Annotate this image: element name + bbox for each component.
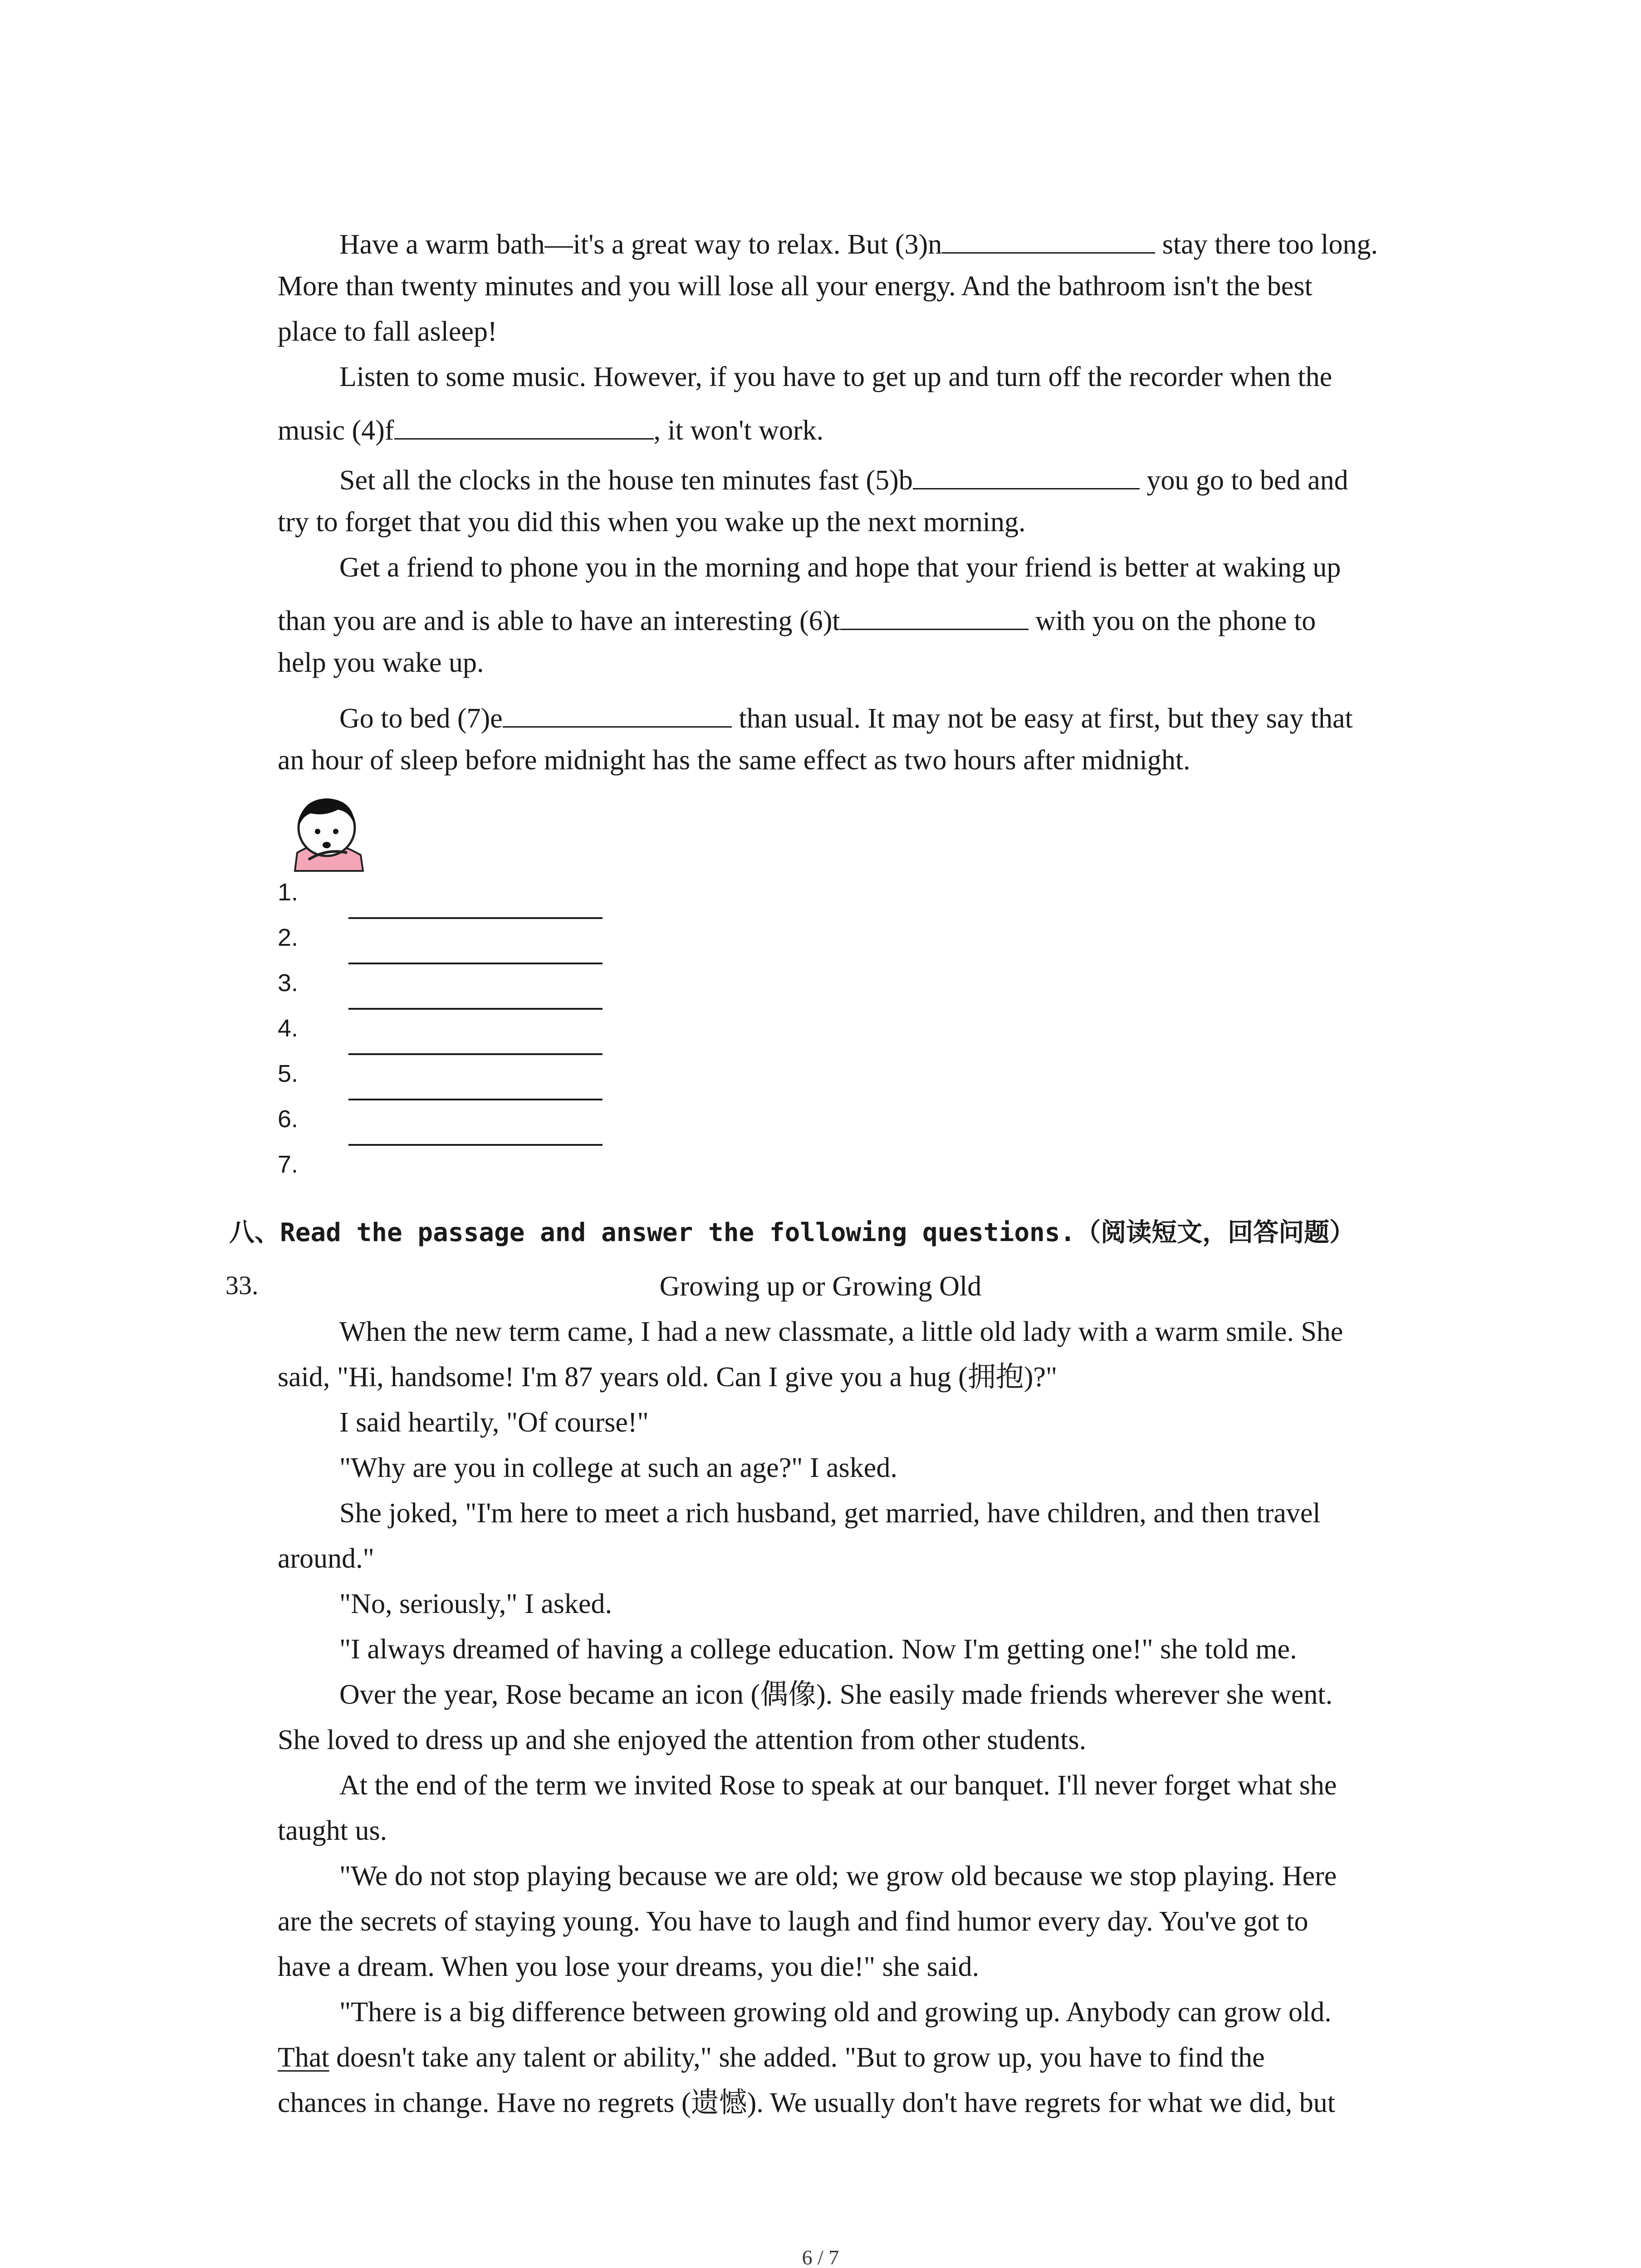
answer-line-2[interactable] xyxy=(348,963,603,964)
passage-line: are the secrets of staying young. You have to laugh and find humor every day. You've got to xyxy=(278,1906,1308,1937)
blank-3[interactable] xyxy=(942,227,1155,254)
text: Set all the clocks in the house ten minutes fast (5)b xyxy=(339,465,913,496)
passage-title: Growing up or Growing Old xyxy=(659,1271,982,1302)
answer-number-7: 7. xyxy=(278,1151,299,1178)
passage-line: When the new term came, I had a new classmate, a little old lady with a warm smile. She xyxy=(339,1316,1343,1347)
answer-number-3: 3. xyxy=(278,969,299,997)
question-number: 33. xyxy=(225,1271,259,1300)
passage-line xyxy=(278,2043,1265,2072)
passage-line xyxy=(278,413,823,445)
cartoon-thinking-girl-image xyxy=(284,792,370,873)
passage-line: Get a friend to phone you in the morning and hope that your friend is better at waking up xyxy=(339,552,1341,583)
answer-line-1[interactable] xyxy=(348,917,603,919)
passage-line: said, "Hi, handsome! I'm 87 years old. Can I give you a hug (拥抱)?" xyxy=(278,1362,1058,1393)
answer-line-5[interactable] xyxy=(348,1099,603,1100)
page-number: 6 / 7 xyxy=(802,2246,839,2268)
passage-line: Over the year, Rose became an icon (偶像). She easily made friends wherever she went. xyxy=(339,1679,1333,1710)
blank-7[interactable] xyxy=(503,701,732,728)
text: than usual. It may not be easy at first, but they say that xyxy=(739,703,1353,734)
answer-line-4[interactable] xyxy=(348,1053,603,1055)
passage-line: "We do not stop playing because we are old; we grow old because we stop playing. Here xyxy=(339,1861,1337,1892)
passage-line: place to fall asleep! xyxy=(278,316,497,347)
passage-line: chances in change. Have no regrets (遗憾). We usually don't have regrets for what we did, but xyxy=(278,2087,1335,2118)
answer-number-5: 5. xyxy=(278,1060,299,1087)
passage-line: Listen to some music. However, if you have to get up and turn off the recorder when the xyxy=(339,362,1332,392)
answer-number-6: 6. xyxy=(278,1105,299,1133)
text: with you on the phone to xyxy=(1035,606,1316,636)
passage-line: More than twenty minutes and you will lose all your energy. And the bathroom isn't the best xyxy=(278,271,1313,302)
text: doesn't take any talent or ability," she added. "But to grow up, you have to find the xyxy=(329,2042,1265,2073)
passage-line xyxy=(339,227,1378,259)
passage-line xyxy=(339,463,1348,494)
answer-number-4: 4. xyxy=(278,1015,299,1042)
underlined-word: That xyxy=(278,2042,329,2073)
passage-line: help you wake up. xyxy=(278,647,484,678)
passage-line: She joked, "I'm here to meet a rich husband, get married, have children, and then travel xyxy=(339,1498,1321,1529)
passage-line: try to forget that you did this when you wake up the next morning. xyxy=(278,507,1026,538)
answer-line-6[interactable] xyxy=(348,1144,603,1146)
passage-line: "I always dreamed of having a college education. Now I'm getting one!" she told me. xyxy=(339,1634,1297,1665)
text: Go to bed (7)e xyxy=(339,703,503,734)
answer-number-1: 1. xyxy=(278,879,299,906)
passage-line: have a dream. When you lose your dreams, you die!" she said. xyxy=(278,1951,980,1982)
passage-line: At the end of the term we invited Rose to speak at our banquet. I'll never forget what she xyxy=(339,1770,1337,1801)
passage-line: "Why are you in college at such an age?" I asked. xyxy=(339,1452,897,1483)
passage-line xyxy=(278,603,1316,635)
passage-line: I said heartily, "Of course!" xyxy=(339,1407,649,1438)
blank-5[interactable] xyxy=(913,463,1140,489)
answer-line-3[interactable] xyxy=(348,1008,603,1010)
answer-number-2: 2. xyxy=(278,924,299,951)
blank-6[interactable] xyxy=(840,603,1029,630)
text: you go to bed and xyxy=(1146,465,1348,496)
text: Have a warm bath—it's a great way to relax. But (3)n xyxy=(339,229,942,260)
passage-line: taught us. xyxy=(278,1815,387,1846)
blank-4[interactable] xyxy=(394,413,654,440)
text: stay there too long. xyxy=(1162,229,1378,260)
passage-line xyxy=(339,701,1353,733)
text: music (4)f xyxy=(278,415,394,446)
passage-line: an hour of sleep before midnight has the same effect as two hours after midnight. xyxy=(278,745,1190,776)
passage-line: She loved to dress up and she enjoyed the attention from other students. xyxy=(278,1725,1087,1755)
text: than you are and is able to have an interesting (6)t xyxy=(278,606,840,636)
text: , it won't work. xyxy=(653,415,824,446)
passage-line: around." xyxy=(278,1543,374,1574)
passage-line: "There is a big difference between growing old and growing up. Anybody can grow old. xyxy=(339,1997,1332,2028)
passage-line: "No, seriously," I asked. xyxy=(339,1589,612,1619)
section-heading: 八、Read the passage and answer the following questions.（阅读短文，回答问题） xyxy=(229,1218,1355,1247)
